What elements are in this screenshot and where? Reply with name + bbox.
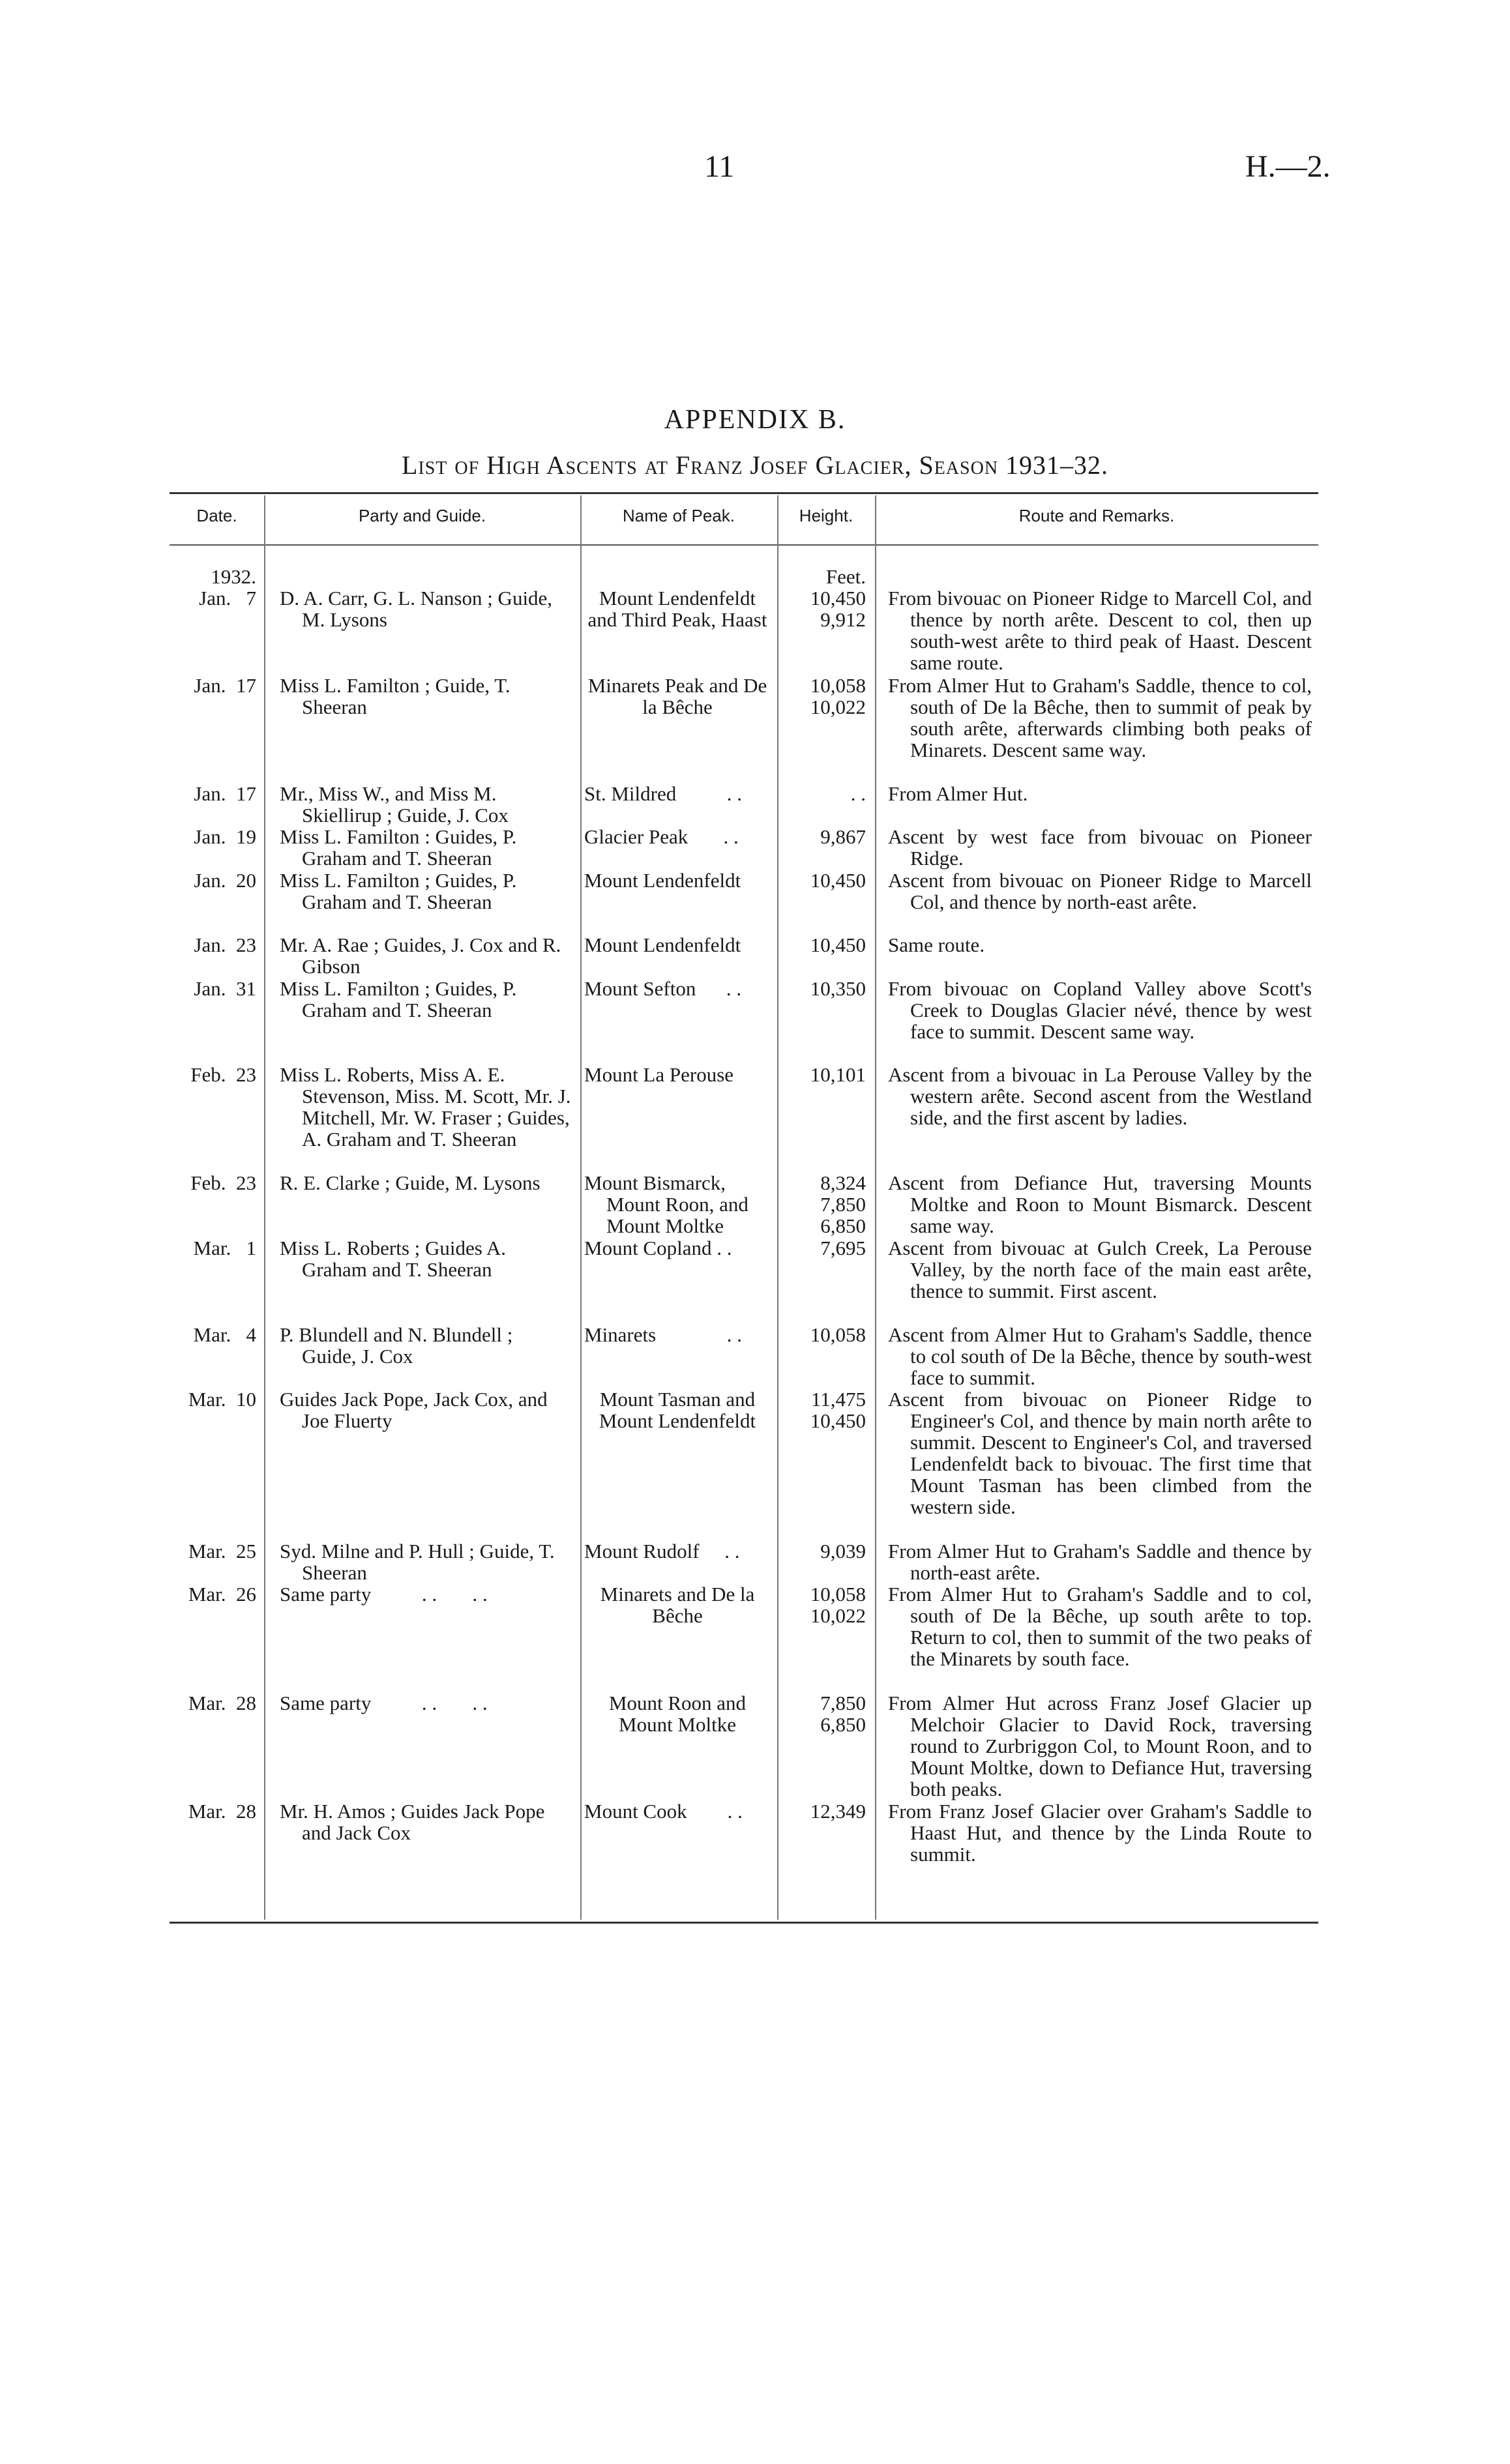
peak-cell: Glacier Peak . . [584, 825, 739, 848]
height-cell: 9,039 [820, 1540, 866, 1562]
peak-cell: Mount La Perouse [584, 1063, 734, 1086]
peak-cell: St. Mildred . . [584, 782, 742, 805]
table-row [170, 675, 1318, 783]
height-cell: Feet. 10,450 9,912 [810, 565, 866, 631]
peak-cell [580, 1172, 777, 1237]
header-rule [170, 544, 1318, 546]
peak-cell: Minarets Peak and De la Bêche [587, 674, 767, 718]
route-text: From Almer Hut to Graham's Saddle, thence to col, south of De la Bêche, then to summit of peak by south arête, afterwards climbing both peaks of Minarets. Descent same way. [888, 674, 1312, 761]
party-cell [264, 1388, 580, 1540]
column-header-peak: Name of Peak. [623, 506, 735, 525]
height-cell: 10,058 [810, 1323, 866, 1346]
route-cell [875, 978, 1318, 1064]
date-cell: Mar. 4 [193, 1323, 256, 1346]
date-cell: Feb. 23 [190, 1171, 256, 1194]
party-cell [264, 566, 580, 675]
party-text: Miss L. Familton : Guides, P. Graham and T. Sheeran [280, 825, 517, 870]
party-cell [264, 1324, 580, 1388]
peak-text: Mount Lendenfeldt and Third Peak, Haast [587, 587, 767, 631]
route-cell [875, 1540, 1318, 1583]
table-row [170, 1388, 1318, 1540]
height-cell: 10,058 10,022 [810, 674, 866, 718]
table-row [170, 783, 1318, 826]
height-cell: 8,324 7,850 6,850 [820, 1171, 866, 1237]
height-cell: 10,101 [810, 1063, 866, 1086]
party-cell [264, 870, 580, 934]
document-reference: H.—2. [1245, 149, 1331, 184]
ascents-table [170, 566, 1318, 1866]
route-cell [875, 934, 1318, 978]
route-text: From Almer Hut across Franz Josef Glacier up Melchoir Glacier to David Rock, traversing round to Zurbriggon Col, to Mount Roon, and to Mount Moltke, down to Defiance Hut, traversing both peaks. [888, 1692, 1312, 1800]
party-cell [264, 1237, 580, 1324]
peak-cell: Mount Rudolf . . [584, 1540, 740, 1562]
peak-text: Mount Bismarck, Mount Roon, and Mount Moltke [584, 1171, 748, 1237]
column-header-party: Party and Guide. [358, 506, 486, 525]
route-cell [875, 1324, 1318, 1388]
party-cell [264, 1064, 580, 1172]
peak-cell: Mount Roon and Mount Moltke [608, 1692, 747, 1736]
route-text: Ascent from a bivouac in La Perouse Valley by the western arête. Second ascent from the Westland side, and the first ascent by ladies. [888, 1063, 1312, 1129]
route-text: Same route. [888, 933, 985, 956]
table-row [170, 1800, 1318, 1866]
party-cell [264, 1540, 580, 1583]
route-text: Ascent from Defiance Hut, traversing Mounts Moltke and Roon to Mount Bismarck. Descent same way. [888, 1171, 1312, 1237]
party-text: Guides Jack Pope, Jack Cox, and Joe Fluerty [280, 1388, 548, 1432]
date-cell: Mar. 25 [188, 1540, 256, 1562]
table-row [170, 1540, 1318, 1583]
party-cell: Same party . . . . [280, 1583, 488, 1606]
party-text: Miss L. Roberts, Miss A. E. Stevenson, Miss. M. Scott, Mr. J. Mitchell, Mr. W. Fraser ; Guides, A. Graham and T. Sheeran [280, 1063, 571, 1151]
party-cell [264, 934, 580, 978]
route-text: Ascent from bivouac on Pioneer Ridge to Marcell Col, and thence by north-east arête. [888, 869, 1312, 913]
date-cell: Jan. 31 [194, 977, 256, 1000]
route-text: From Almer Hut to Graham's Saddle and thence by north-east arête. [888, 1540, 1312, 1584]
route-text: From Almer Hut to Graham's Saddle and to col, south of De la Bêche, up south arête to top. Return to col, then to summit of the two peaks of the Minarets by south face. [888, 1583, 1312, 1670]
peak-cell: Minarets and De la Bêche [600, 1583, 755, 1627]
route-cell [875, 870, 1318, 934]
party-text: D. A. Carr, G. L. Nanson ; Guide, M. Lysons [280, 587, 553, 631]
top-rule [170, 492, 1318, 494]
route-cell [875, 675, 1318, 783]
route-cell [875, 1388, 1318, 1540]
height-cell: 10,058 10,022 [810, 1583, 866, 1627]
party-text: Miss L. Familton ; Guides, P. Graham and T. Sheeran [280, 977, 517, 1021]
route-cell [875, 1583, 1318, 1692]
appendix-heading: APPENDIX B. [664, 405, 846, 435]
party-cell: Same party . . . . [280, 1692, 488, 1714]
party-cell [264, 1172, 580, 1237]
table-row [170, 826, 1318, 870]
table-row [170, 934, 1318, 978]
table-row [170, 566, 1318, 675]
height-cell: 7,850 6,850 [820, 1692, 866, 1736]
route-cell [875, 1064, 1318, 1172]
height-cell: 11,475 10,450 [810, 1388, 866, 1432]
route-text: Ascent by west face from bivouac on Pioneer Ridge. [888, 825, 1312, 870]
route-text: From Almer Hut. [888, 782, 1028, 805]
route-cell [875, 566, 1318, 675]
route-text: From bivouac on Copland Valley above Scott's Creek to Douglas Glacier névé, thence by west face to summit. Descent same way. [888, 977, 1312, 1043]
peak-cell [580, 566, 777, 675]
height-cell: 10,450 [810, 869, 866, 892]
route-cell [875, 826, 1318, 870]
height-cell: 7,695 [820, 1237, 866, 1259]
route-text: Ascent from bivouac at Gulch Creek, La Perouse Valley, by the north face of the main east arête, thence to summit. First ascent. [888, 1237, 1312, 1302]
height-cell: 9,867 [820, 825, 866, 848]
date-cell: Mar. 10 [188, 1388, 256, 1411]
table-row [170, 978, 1318, 1064]
bottom-rule [170, 1922, 1318, 1924]
route-text: From Franz Josef Glacier over Graham's Saddle to Haast Hut, and thence by the Linda Route to summit. [888, 1800, 1312, 1866]
party-text: Mr. A. Rae ; Guides, J. Cox and R. Gibson [280, 933, 561, 978]
date-cell: Mar. 28 [188, 1800, 256, 1823]
height-cell: 10,450 [810, 933, 866, 956]
table-row [170, 1692, 1318, 1800]
route-cell [875, 1237, 1318, 1324]
party-cell [264, 978, 580, 1064]
route-text: From bivouac on Pioneer Ridge to Marcell Col, and thence by north arête. Descent to col, then up south-west arête to third peak of Haast. Descent same route. [888, 587, 1312, 674]
route-cell [875, 783, 1318, 826]
table-row [170, 1172, 1318, 1237]
peak-cell: Mount Tasman and Mount Lendenfeldt [599, 1388, 756, 1432]
table-row [170, 1324, 1318, 1388]
party-cell [264, 783, 580, 826]
date-cell: Feb. 23 [190, 1063, 256, 1086]
party-cell [264, 826, 580, 870]
date-cell: Jan. 23 [194, 933, 256, 956]
route-text: Ascent from bivouac on Pioneer Ridge to Engineer's Col, and thence by main north arête to summit. Descent to Engineer's Col, and traversed Lendenfeldt back to bivouac. The first time that Mount Tasman has been climbed from the western side. [888, 1388, 1312, 1518]
height-cell: 12,349 [810, 1800, 866, 1823]
party-text: Syd. Milne and P. Hull ; Guide, T. Sheeran [280, 1540, 555, 1584]
date-cell: 1932. Jan. 7 [199, 565, 256, 609]
column-header-height: Height. [799, 506, 853, 525]
party-text: Miss L. Familton ; Guide, T. Sheeran [280, 674, 511, 718]
peak-cell: Mount Cook . . [584, 1800, 743, 1823]
date-cell: Mar. 26 [188, 1583, 256, 1606]
table-row [170, 1064, 1318, 1172]
party-text: P. Blundell and N. Blundell ; Guide, J. Cox [280, 1323, 513, 1368]
party-text: Miss L. Roberts ; Guides A. Graham and T. Sheeran [280, 1237, 507, 1281]
height-cell: 10,350 [810, 977, 866, 1000]
route-text: Ascent from Almer Hut to Graham's Saddle, thence to col south of De la Bêche, thence by south-west face to summit. [888, 1323, 1312, 1389]
table-row [170, 870, 1318, 934]
table-row [170, 1583, 1318, 1692]
table-title: List of High Ascents at Franz Josef Glacier, Season 1931–32. [401, 450, 1109, 480]
table-row [170, 1237, 1318, 1324]
route-cell [875, 1692, 1318, 1800]
date-cell: Jan. 19 [194, 825, 256, 848]
date-cell: Jan. 17 [194, 782, 256, 805]
peak-cell: Mount Sefton . . [584, 977, 742, 1000]
date-cell: Jan. 20 [194, 869, 256, 892]
peak-cell: Mount Copland . . [584, 1237, 732, 1259]
party-cell [264, 675, 580, 783]
date-cell: Mar. 28 [188, 1692, 256, 1714]
date-cell: Mar. 1 [193, 1237, 256, 1259]
route-cell [875, 1172, 1318, 1237]
peak-cell: Mount Lendenfeldt [584, 869, 741, 892]
column-header-route: Route and Remarks. [1018, 506, 1175, 525]
peak-cell: Mount Lendenfeldt [584, 933, 741, 956]
page-number: 11 [704, 149, 735, 184]
party-text: Miss L. Familton ; Guides, P. Graham and T. Sheeran [280, 869, 517, 913]
party-text: Mr. H. Amos ; Guides Jack Pope and Jack Cox [280, 1800, 545, 1844]
date-cell: Jan. 17 [194, 674, 256, 697]
column-header-date: Date. [196, 506, 237, 525]
peak-cell: Minarets . . [584, 1323, 742, 1346]
party-text: R. E. Clarke ; Guide, M. Lysons [280, 1171, 540, 1194]
party-cell [264, 1800, 580, 1866]
party-text: Mr., Miss W., and Miss M. Skiellirup ; Guide, J. Cox [280, 782, 509, 827]
height-cell: . . [850, 782, 866, 805]
route-cell [875, 1800, 1318, 1866]
